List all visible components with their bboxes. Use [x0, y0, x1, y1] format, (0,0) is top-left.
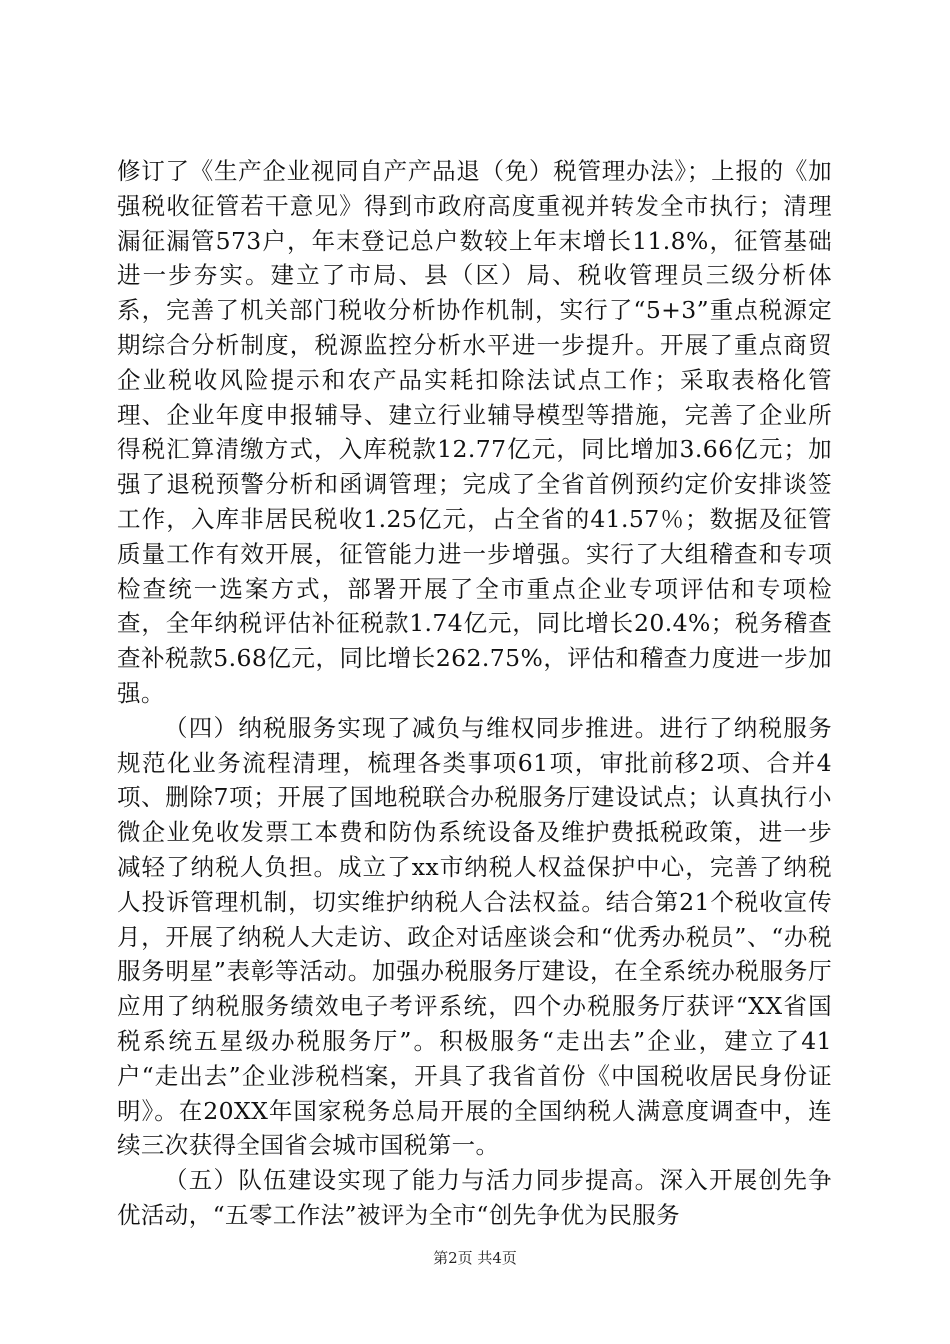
page-number-footer: 第2页 共4页: [433, 1249, 517, 1267]
paragraph-section-4: （四）纳税服务实现了减负与维权同步推进。进行了纳税服务规范化业务流程清理，梳理各类事项61项，审批前移2项、合并4项、删除7项；开展了国地税联合办税服务厅建设试点；认真执行小微企业免收发票工本费和防伪系统设备及维护费抵税政策，进一步减轻了纳税人负担。成立了xx市纳税人权益保护中心，完善了纳税人投诉管理机制，切实维护纳税人合法权益。结合第21个税收宣传月，开展了纳税人大走访、政企对话座谈会和“优秀办税员”、“办税服务明星”表彰等活动。加强办税服务厅建设，在全系统办税服务厅应用了纳税服务绩效电子考评系统，四个办税服务厅获评“XX省国税系统五星级办税服务厅”。积极服务“走出去”企业，建立了41户“走出去”企业涉税档案，开具了我省首份《中国税收居民身份证明》。在20XX年国家税务总局开展的全国纳税人满意度调查中，连续三次获得全国省会城市国税第一。: [117, 713, 832, 1160]
paragraph-section-5: （五）队伍建设实现了能力与活力同步提高。深入开展创先争优活动，“五零工作法”被评为全市“创先争优为民服务: [117, 1166, 832, 1229]
paragraph-continued: 修订了《生产企业视同自产产品退（免）税管理办法》；上报的《加强税收征管若干意见》得到市政府高度重视并转发全市执行；清理漏征漏管573户，年末登记总户数较上年末增长11.8%，征管基础进一步夯实。建立了市局、县（区）局、税收管理员三级分析体系，完善了机关部门税收分析协作机制，实行了“5+3”重点税源定期综合分析制度，税源监控分析水平进一步提升。开展了重点商贸企业税收风险提示和农产品实耗扣除法试点工作；采取表格化管理、企业年度申报辅导、建立行业辅导模型等措施，完善了企业所得税汇算清缴方式，入库税款12.77亿元，同比增加3.66亿元；加强了退税预警分析和函调管理；完成了全省首例预约定价安排谈签工作，入库非居民税收1.25亿元，占全省的41.57％；数据及征管质量工作有效开展，征管能力进一步增强。实行了大组稽查和专项检查统一选案方式，部署开展了全市重点企业专项评估和专项检查，全年纳税评估补征税款1.74亿元，同比增长20.4%；税务稽查查补税款5.68亿元，同比增长262.75%，评估和稽查力度进一步加强。: [117, 157, 832, 707]
document-body: [117, 154, 832, 1233]
